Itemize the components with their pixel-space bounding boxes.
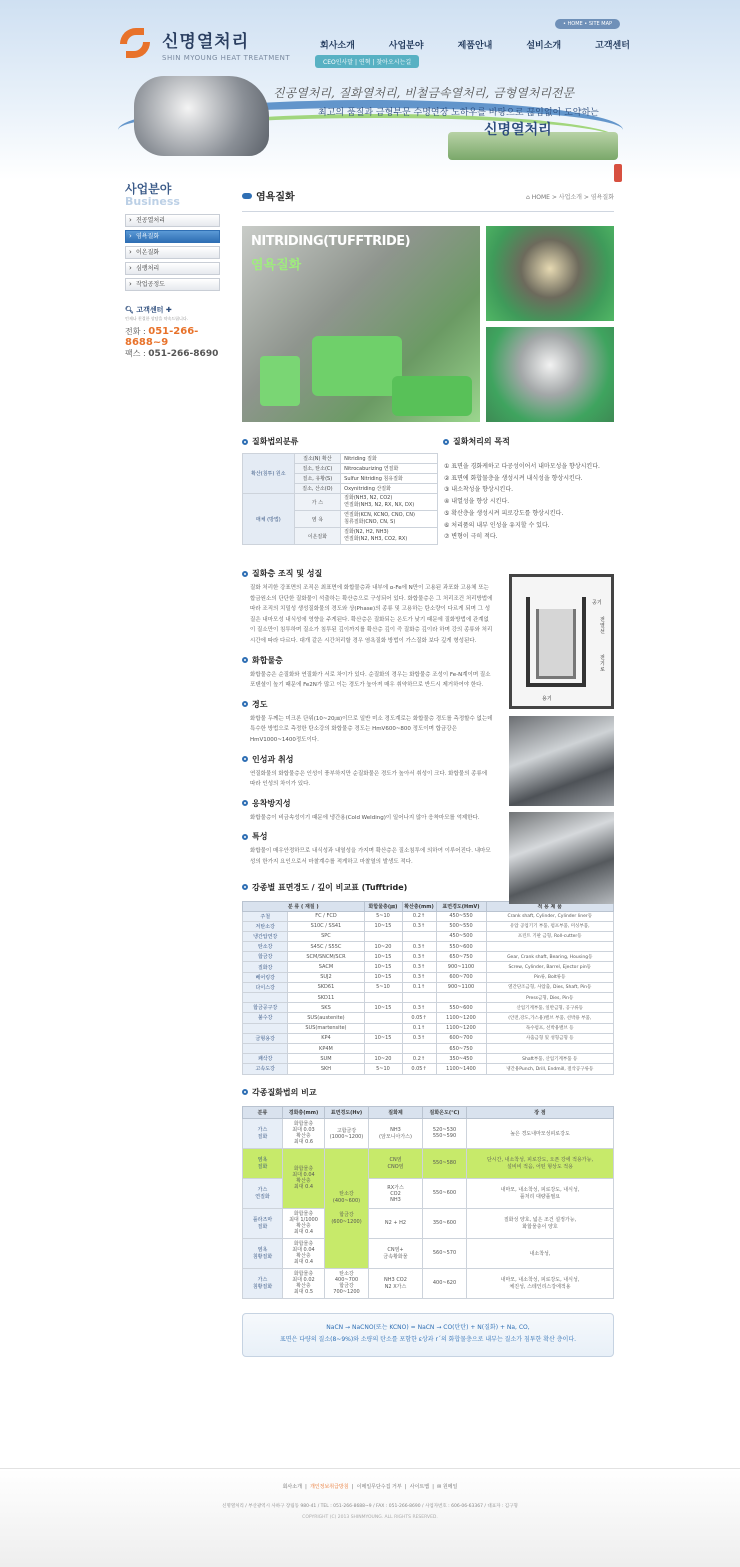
banner-machine-parts-image (134, 76, 269, 156)
table-row (243, 1003, 614, 1013)
table-cell: 냉간용Punch, Drill, Endmill, 절삭공구류등 (486, 1064, 614, 1074)
nitrided-mold-photo (509, 812, 614, 904)
table-cell: SUJ2 (288, 972, 364, 982)
table-cell: 베어링강 (243, 972, 288, 982)
hero-furnace-inner-image (486, 327, 614, 422)
table-cell: 화합물층 최대 0.03 확산층 최대 0.6 (283, 1118, 325, 1148)
table-cell (243, 993, 288, 1003)
table-header: 경화층(mm) (283, 1106, 325, 1118)
footer-link-privacy[interactable]: 개인정보취급방침 (309, 1484, 349, 1490)
reaction-formula-box (242, 1313, 614, 1357)
logo-english: SHIN MYOUNG HEAT TREATMENT (162, 53, 291, 62)
table-cell: NH3 CO2 N2 X가스 (369, 1268, 423, 1298)
table-cell: 350~600 (423, 1208, 467, 1238)
table-row (243, 494, 438, 511)
table-cell: 10~20 (364, 942, 402, 952)
table-row (243, 952, 614, 962)
topic-text: 화합물 두께는 미크론 단위(10~20㎛)이므로 일반 미소 경도계로는 화합물층 경도를 측정할수 없는데 특수한 방법으로 측정한 탄소강의 화합물층 경도는 HmV600~800 정도이며 합금강은 HmV1000~1400정도이다. (250, 715, 493, 743)
table-cell: SKD11 (288, 993, 364, 1003)
table-cell: 10~15 (364, 1003, 402, 1013)
utility-links[interactable]: • HOME • SITE MAP (555, 19, 620, 29)
furnace-diagram (509, 574, 614, 709)
table-row (243, 993, 614, 1003)
gnb-company[interactable]: 회사소개 (320, 41, 355, 51)
table-cell: 550~600 (436, 1003, 486, 1013)
table-cell (486, 942, 614, 952)
table-cell: 5~10 (364, 1064, 402, 1074)
table-cell (402, 931, 436, 941)
table-cell: Gear, Crank shaft, Bearing, Housing등 (486, 952, 614, 962)
diagram-label: 용기 (542, 696, 552, 702)
table-row (243, 972, 614, 982)
banner-brand: 신명열처리 (484, 122, 552, 138)
list-item: ⑤ 확산층을 생성시켜 피로강도를 향상시킨다. (444, 509, 564, 517)
table-row (243, 1033, 614, 1043)
topic-heading: 질화층 조직 및 성질 (242, 568, 494, 579)
table-cell: 500~550 (436, 921, 486, 931)
table-cell: 가스 연질화 (243, 1178, 283, 1208)
compare-table (242, 1106, 614, 1299)
table-row (243, 1268, 614, 1298)
table-cell: 화합물층 최대 1/1000 확산층 최대 0.4 (283, 1208, 325, 1238)
compare-section (242, 1087, 614, 1299)
gnb-facilities[interactable]: 설비소개 (526, 41, 562, 51)
table-cell: 내소착성, (467, 1238, 614, 1268)
table-cell: Screw, Cylinder, Barrel, Ejector pin등 (486, 962, 614, 972)
gnb-business[interactable]: 사업분야 (388, 41, 424, 51)
table-cell: 질소, 산소(O) (294, 484, 341, 494)
table-cell: SUS(austenite) (288, 1013, 364, 1023)
gnb-products[interactable]: 제품안내 (457, 41, 493, 51)
lnb-title: 사업분야 (125, 182, 172, 196)
table-cell (364, 1023, 402, 1033)
table-row (243, 1148, 614, 1178)
table-cell: 가스 질화 (243, 1118, 283, 1148)
table-cell: 0.3↑ (402, 921, 436, 931)
table-cell: SUM (288, 1054, 364, 1064)
hardness-heading: 강종별 표면경도 / 깊이 비교표 (Tufftride) (242, 882, 614, 893)
footer-link-sitemap[interactable]: 사이트맵 (409, 1484, 430, 1490)
footer (0, 1468, 740, 1567)
table-cell: 내마모, 내소착성, 피로강도, 내식성, 체진성, 스테인리스강에적용 (467, 1268, 614, 1298)
list-item: ⑥ 처리품의 내부 인성을 유지할 수 있다. (444, 521, 550, 529)
list-item: ⑦ 변형이 극히 적다. (444, 533, 498, 541)
table-cell: 520~530 550~590 (423, 1118, 467, 1148)
table-cell: 650~750 (436, 952, 486, 962)
table-header: 분 류 ( 재질 ) (243, 901, 365, 911)
classification-table (242, 453, 438, 545)
classification-heading: 질화법의분류 (242, 436, 438, 447)
customer-center-desc: 언제나 친절한 상담을 약속드립니다. (125, 316, 189, 321)
table-cell: 주철 (243, 911, 288, 921)
table-cell: 이온질화 (294, 528, 341, 545)
table-cell: S45C / S55C (288, 942, 364, 952)
table-header: 화합물층(㎛) (364, 901, 402, 911)
logo-s-icon (118, 26, 154, 62)
topic-text: 질화 처리한 강표면의 조직은 최표면에 화합물층과 내부에 α-Fe에 N만이 고용된 과포화 고용체 또는 합금원소의 단단한 질화물이 석출하는 확산층으로 구성되어 있다. 화합물층은 그 처리조건 처리방법에 따라 조직의 치밀성 생성질화물의 경도와 상(Phase)의 종류 및 고용하는 탄소량이 다르게 되며 그 성질은 내마모성 내식성에 영향을 주게된다. 확산층은 질화되는 온도가 낮기 때문에 질화방법에 관계없이 질소만이 침투하며 질소가 침투된 깊이까지를 확산층 깊이 즉 질화층 깊이라 하며 강의 종류와 처리시간에 따라 다르다. 대개 같은 시간처리할 경우 염욕질화 방법이 가스질화 보다 깊게 형성된다. (250, 585, 493, 644)
table-cell: 650~750 (436, 1043, 486, 1053)
home-icon: ⌂ (526, 194, 532, 201)
table-cell: 질화성 양호, 넓은 조건 설정가능, 화합물층이 양호 (467, 1208, 614, 1238)
footer-address: 신명열처리 / 부산광역시 사하구 장림동 980-41 / TEL : 051-266-8688~9 / FAX : 051-266-8690 / 사업자번호 : 606-06-63367 / 대표자 : 김구형 (222, 1504, 518, 1509)
table-cell: Sulfur Nitriding 침유질화 (341, 474, 438, 484)
table-cell: 저탄소강 (243, 921, 288, 931)
table-cell: 단시간, 내소착성, 피로강도, 오픈 강에 적용가능, 설비비 적음, 어떤 형상도 적용 (467, 1148, 614, 1178)
topic-text: 화합물층이 비금속성이기 때문에 냉간용(Cold Welding)이 일어나지 않아 응착마모를 억제한다. (250, 814, 480, 821)
table-header: 장 점 (467, 1106, 614, 1118)
table-cell: 합금공구강 (243, 1003, 288, 1013)
logo-korean: 신명열처리 (162, 31, 250, 52)
table-cell: 550~600 (423, 1178, 467, 1208)
table-cell: 10~20 (364, 1054, 402, 1064)
table-cell: SKD61 (288, 982, 364, 992)
table-cell: 가 스 (294, 494, 341, 511)
footer-link-email-policy[interactable]: 이메일무단수집 거부 (356, 1484, 402, 1490)
table-row (243, 1023, 614, 1033)
table-cell: 1100~1400 (436, 1064, 486, 1074)
table-cell: 0.1↑ (402, 982, 436, 992)
table-cell: 0.05↑ (402, 1064, 436, 1074)
table-cell: 염욕 질화 (243, 1148, 283, 1178)
table-cell: CN염 CNO염 (369, 1148, 423, 1178)
top-tag[interactable] (614, 164, 622, 182)
formula-line: NaCN → NaCNO(또는 KCNO) = NaCN → CO(탄탄) + N(질화) + Na, CO, (326, 1323, 530, 1331)
banner-slogan: 최고의 품질과 금형부문 수명연장 노하우를 바탕으로 끊임없이 도약하는 (318, 108, 599, 118)
table-cell: 화합물층 최대 0.04 확산층 최대 0.4 (283, 1238, 325, 1268)
table-cell: 가스 침황질화 (243, 1268, 283, 1298)
table-cell: 확산(침투) 원소 (243, 454, 295, 494)
table-cell: 550~580 (423, 1148, 467, 1178)
table-header: 표면경도(Hv) (325, 1106, 369, 1118)
nitrided-parts-photo (509, 716, 614, 806)
table-cell: 화합물층 최대 0.02 확산층 최대 0.5 (283, 1268, 325, 1298)
table-header: 확산층(mm) (402, 901, 436, 911)
list-item: ② 표면에 화합물층을 생성시켜 내식성을 향상시킨다. (444, 474, 583, 482)
table-cell: 0.2↑ (402, 1054, 436, 1064)
table-cell: 질소(N) 확산 (294, 454, 341, 464)
table-cell: 0.3↑ (402, 952, 436, 962)
list-item: ① 표면을 경화케하고 다공성이어서 내마모성을 향상시킨다. (444, 463, 600, 470)
table-cell: 10~15 (364, 921, 402, 931)
formula-line: 표면은 다량의 질소(8~9%)와 소량의 탄소를 포함한 ε상과 r´의 화합물층으로 내부는 질소가 침투한 확산 층이다. (279, 1335, 577, 1343)
table-cell: 10~15 (364, 952, 402, 962)
classification-section (242, 436, 438, 545)
table-cell: 독수펌프, 선박용밸브 등 (486, 1023, 614, 1033)
properties-section (242, 568, 614, 868)
table-cell: 900~1100 (436, 982, 486, 992)
table-cell (243, 1043, 288, 1053)
header (0, 0, 740, 180)
hero-nitriding-furnace-image (242, 226, 480, 422)
lnb-item-subzero[interactable]: › 심랭처리 (125, 262, 220, 275)
table-cell: 질소, 탄소(C) (294, 464, 341, 474)
lnb-item-process[interactable]: › 작업공정도 (125, 278, 220, 291)
main-navigation (320, 38, 664, 51)
table-cell: CN염+ 금속황화물 (369, 1238, 423, 1268)
purpose-list (443, 461, 615, 543)
table-cell: 10~15 (364, 1033, 402, 1043)
table-cell: 0.2↑ (402, 911, 436, 921)
table-row (243, 1208, 614, 1238)
customer-center (125, 305, 220, 359)
table-cell: 염욕 침황질화 (243, 1238, 283, 1268)
purpose-heading: 질화처리의 목적 (443, 436, 615, 447)
list-item: ③ 내소착성을 향상시킨다. (444, 486, 514, 494)
table-cell: 10~15 (364, 972, 402, 982)
table-cell: 0.3↑ (402, 1003, 436, 1013)
table-cell: 유압 공업기기 부품, 펌프부품, 미싱부품, (486, 921, 614, 931)
table-cell: 고합금강 (1000~1200) (325, 1118, 369, 1148)
table-cell: 탄소강 (400~600) 합금강 (600~1200) (325, 1148, 369, 1268)
diagram-label: 공기 (592, 600, 602, 606)
table-cell: 염 욕 (294, 511, 341, 528)
page-title: 염욕질화 (242, 188, 614, 203)
table-row (243, 982, 614, 992)
table-row (243, 1054, 614, 1064)
list-item: ④ 내열성을 향상 시킨다. (444, 498, 510, 506)
table-cell: 900~1100 (436, 962, 486, 972)
table-cell (436, 993, 486, 1003)
table-cell: 5~10 (364, 982, 402, 992)
table-cell: KP4M (288, 1043, 364, 1053)
table-cell: SACM (288, 962, 364, 972)
table-header: 표면경도(HmV) (436, 901, 486, 911)
table-row (243, 1118, 614, 1148)
table-header: 질화온도(℃) (423, 1106, 467, 1118)
topic-heading: 인성과 취성 (242, 754, 494, 765)
table-cell: 질소, 유황(S) (294, 474, 341, 484)
topic-text: 연질화물의 화합물층은 인성이 풍부하지만 순질화물은 경도가 높아서 취성이 크다. 화합물의 종류에 따라 인성의 차이가 있다. (250, 770, 488, 788)
table-cell: 쾌삭강 (243, 1054, 288, 1064)
table-cell: NH3 (암모니아가스) (369, 1118, 423, 1148)
table-cell (402, 1043, 436, 1053)
hero-images (242, 226, 614, 422)
table-row (243, 1013, 614, 1023)
hardness-section (242, 882, 614, 1075)
table-header: 적 용 제 품 (486, 901, 614, 911)
table-cell: SCM/SNCM/SCR (288, 952, 364, 962)
table-cell: 연질화(KCN, KCNO, CNO, CN) 침류질화(CNO, CN, S) (341, 511, 438, 528)
table-cell (402, 993, 436, 1003)
table-cell: 600~700 (436, 1033, 486, 1043)
table-cell: SKS (288, 1003, 364, 1013)
table-cell: Nitriding 질화 (341, 454, 438, 464)
table-cell: Crank shaft, Cylinder, Cylinder liner등 (486, 911, 614, 921)
table-cell: 질화(NH3, N2, CO2) 연질화(NH3, N2, RX, NX, DX) (341, 494, 438, 511)
footer-copyright: COPYRIGHT (C) 2013 SHINMYOUNG. ALL RIGHTS RESERVED. (302, 1515, 438, 1520)
table-cell: 10~15 (364, 962, 402, 972)
footer-link-mail[interactable]: ✉ 원메일 (437, 1484, 458, 1490)
table-cell: 탄소강 400~700 합금강 700~1200 (325, 1268, 369, 1298)
table-cell: (안전,강도,가스용)밸브 부품, 선박용 부품, (486, 1013, 614, 1023)
table-cell: Pin류, Bolt류등 (486, 972, 614, 982)
table-cell: 냉간압연강 (243, 931, 288, 941)
table-cell: 고속도강 (243, 1064, 288, 1074)
search-icon: 🔍︎ (125, 306, 137, 314)
table-cell: Press금형, Dies, Pin등 (486, 993, 614, 1003)
table-cell: 불수강 (243, 1013, 288, 1023)
table-row (243, 1064, 614, 1074)
table-cell: 다이스강 (243, 982, 288, 992)
table-cell: 높은 경도내마모성피로강도 (467, 1118, 614, 1148)
table-cell: S10C / SS41 (288, 921, 364, 931)
table-cell: 산업기계부품, 일반금형, 공구류등 (486, 1003, 614, 1013)
table-row (243, 942, 614, 952)
table-cell: SUS(martensite) (288, 1023, 364, 1033)
table-cell: SKH (288, 1064, 364, 1074)
table-cell: 질화(N2, H2, NH3) 연질화(N2, NH3, CO2, RX) (341, 528, 438, 545)
table-cell: 내마모, 내소착성, 피로강도, 내식성, 플처리 대량플필요 (467, 1178, 614, 1208)
customer-center-title: 🔍︎ 고객센터 ✚ (125, 306, 172, 314)
table-cell: 0.1↑ (402, 1023, 436, 1033)
table-cell: 5~10 (364, 911, 402, 921)
table-cell: Nitrocaburizing 연질화 (341, 464, 438, 474)
table-header-row (243, 1106, 614, 1118)
main-banner (118, 70, 623, 178)
table-cell: Oxynitriding 산질화 (341, 484, 438, 494)
table-row (243, 1043, 614, 1053)
diagram-label: 전열선 (600, 617, 605, 635)
table-cell: 350~450 (436, 1054, 486, 1064)
table-cell: 450~500 (436, 931, 486, 941)
table-cell: N2 + H2 (369, 1208, 423, 1238)
table-cell: 1100~1200 (436, 1023, 486, 1033)
topic-text: 화합물층은 순질화와 연질화가 서로 차이가 있다. 순질화의 경우는 화합물층 조성이 Fe-N계이며 질소 포텐셜이 높기 때문에 Fe2N가 많고 이는 경도가 높아져 매우 취약하므로 반드시 제거하여야 한다. (250, 671, 491, 689)
topic-text: 화합물이 매우안정하므로 내식성과 내열성을 가지며 확산층은 질소침투에 의하여 이루어진다. 내마모성의 한가지 요인으로서 마찰계수를 적게하고 마찰열의 발생도 적다. (250, 848, 491, 865)
table-cell: 사출금형 및 성형금형 등 (486, 1033, 614, 1043)
table-cell (243, 1023, 288, 1033)
table-cell: 1100~1200 (436, 1013, 486, 1023)
table-cell: 플라즈마 질화 (243, 1208, 283, 1238)
main-content (242, 188, 614, 1357)
lnb-title-en: Business (125, 195, 180, 208)
footer-links: 회사소개 | 개인정보취급방침 | 이메일무단수집 거부 | 사이트맵 | ✉ 원메일 (282, 1484, 458, 1490)
table-cell (364, 1013, 402, 1023)
lnb-item-salt-bath-nitriding[interactable]: › 염욕질화 (125, 230, 220, 243)
breadcrumb: ⌂ HOME > 사업소개 > 염욕질화 (526, 194, 614, 201)
table-cell: 0.05↑ (402, 1013, 436, 1023)
table-row (243, 931, 614, 941)
topic-heading: 응착방지성 (242, 798, 494, 809)
table-cell: 0.3↑ (402, 972, 436, 982)
compare-heading: 각종질화법의 비교 (242, 1087, 614, 1098)
table-cell: 400~620 (423, 1268, 467, 1298)
lnb-item-ion-nitriding[interactable]: › 이온질화 (125, 246, 220, 259)
purpose-section (443, 436, 615, 543)
lnb-item-vacuum[interactable]: › 진공열처리 (125, 214, 220, 227)
gnb-support[interactable]: 고객센터 (595, 41, 630, 51)
topic-heading: 화합물층 (242, 655, 494, 666)
table-cell: KP4 (288, 1033, 364, 1043)
phone: 전화 : 051-266-8688~9 (125, 326, 199, 348)
table-cell: 450~550 (436, 911, 486, 921)
left-navigation (125, 180, 220, 359)
table-cell: Shaft부품, 산업기계부품 등 (486, 1054, 614, 1064)
footer-link-company[interactable]: 회사소개 (282, 1484, 302, 1490)
table-cell: 프린트 기판 금형, Roll-cutter등 (486, 931, 614, 941)
topic-heading: 경도 (242, 699, 494, 710)
table-header: 질화제 (369, 1106, 423, 1118)
diagram-label: 전기로 (600, 655, 605, 673)
table-cell (364, 993, 402, 1003)
table-cell: RX가스 CO2 NH3 (369, 1178, 423, 1208)
hero-title-en: NITRIDING(TUFFTRIDE) (251, 234, 411, 249)
table-cell: 탄소강 (243, 942, 288, 952)
table-cell: 합금강 (243, 952, 288, 962)
table-cell: 금형용강 (243, 1033, 288, 1043)
topic-heading: 특성 (242, 831, 494, 842)
table-cell (486, 1043, 614, 1053)
table-cell: 0.3↑ (402, 942, 436, 952)
sub-navigation[interactable]: CEO인사말 | 연혁 | 찾아오시는길 (315, 55, 419, 68)
banner-script-text: 진공열처리, 질화열처리, 비철금속열처리, 금형열처리전문 (273, 86, 575, 100)
table-cell: 질화강 (243, 962, 288, 972)
table-cell: 매체 (방법) (243, 494, 295, 545)
table-cell (364, 1043, 402, 1053)
table-row (243, 911, 614, 921)
hero-furnace-top-image (486, 226, 614, 321)
hardness-table (242, 901, 614, 1075)
table-cell: 열간단조금형, 사압출, Dies, Shaft, Pin등 (486, 982, 614, 992)
table-cell (364, 931, 402, 941)
table-cell: 600~700 (436, 972, 486, 982)
table-cell: 560~570 (423, 1238, 467, 1268)
table-row (243, 454, 438, 464)
fax: 팩스 : 051-266-8690 (125, 349, 219, 359)
table-cell: 550~600 (436, 942, 486, 952)
logo[interactable] (118, 26, 290, 62)
table-header: 분류 (243, 1106, 283, 1118)
hero-title-kr: 염욕질화 (251, 258, 302, 273)
table-cell: 화합물층 최대 0.04 확산층 최대 0.4 (283, 1148, 325, 1208)
table-cell: 0.3↑ (402, 962, 436, 972)
table-cell: FC / FCD (288, 911, 364, 921)
table-row (243, 921, 614, 931)
table-cell: SPC (288, 931, 364, 941)
table-cell: 0.3↑ (402, 1033, 436, 1043)
table-row (243, 962, 614, 972)
table-row (243, 1238, 614, 1268)
